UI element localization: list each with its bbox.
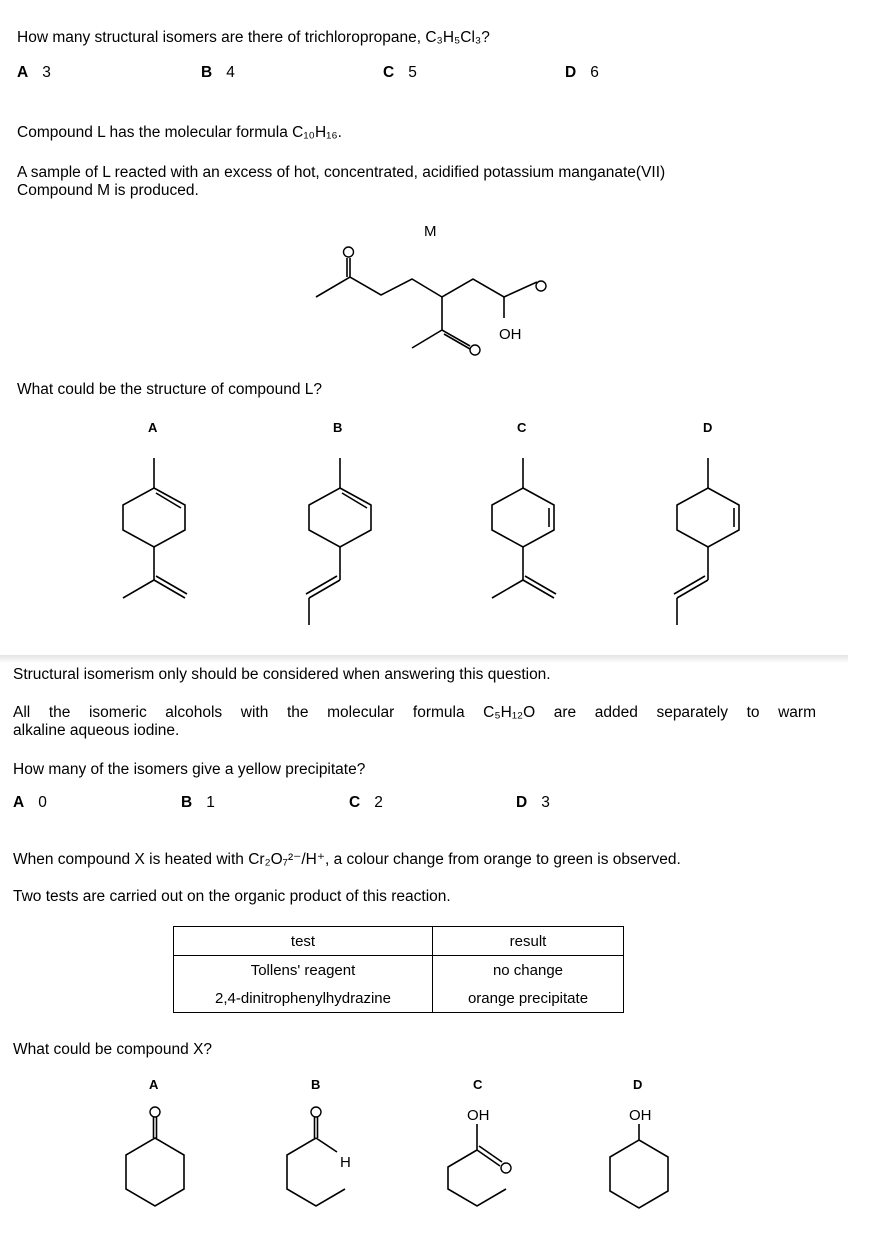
q2-line1: Compound L has the molecular formula C₁₀H₁₆. bbox=[17, 124, 342, 141]
q2-label-b[interactable]: B bbox=[333, 420, 343, 435]
q2-label-a[interactable]: A bbox=[148, 420, 158, 435]
q2-label-c[interactable]: C bbox=[517, 420, 527, 435]
q3-question: How many of the isomers give a yellow precipitate? bbox=[13, 761, 366, 778]
q2-line2: A sample of L reacted with an excess of hot, concentrated, acidified potassium manganate(VII) bbox=[17, 164, 666, 181]
oh-label-c: OH bbox=[467, 1107, 490, 1124]
table-header-result: result bbox=[433, 927, 624, 956]
q1-option-a[interactable]: A 3 bbox=[17, 64, 51, 81]
oh-label: OH bbox=[499, 326, 522, 343]
q3-option-c[interactable]: C 2 bbox=[349, 794, 383, 811]
q3-option-d[interactable]: D 3 bbox=[516, 794, 550, 811]
q4-line2: Two tests are carried out on the organic product of this reaction. bbox=[13, 888, 451, 905]
q4-question: What could be compound X? bbox=[13, 1041, 213, 1058]
q4-label-d[interactable]: D bbox=[633, 1077, 643, 1092]
q1-option-b[interactable]: B 4 bbox=[201, 64, 235, 81]
table-cell: 2,4-dinitrophenylhydrazine bbox=[174, 984, 433, 1013]
q3-line1: All the isomeric alcohols with the molecular formula C₅H₁₂O are added separately to warm bbox=[13, 704, 816, 721]
compound-m-label: M bbox=[424, 223, 437, 240]
q4-label-b[interactable]: B bbox=[311, 1077, 321, 1092]
q2-question: What could be the structure of compound L? bbox=[17, 381, 323, 398]
q4-line1: When compound X is heated with Cr₂O₇²⁻/H⁺, a colour change from orange to green is observed. bbox=[13, 851, 681, 868]
table-cell: no change bbox=[433, 956, 624, 985]
q4-label-c[interactable]: C bbox=[473, 1077, 483, 1092]
oh-label-d: OH bbox=[629, 1107, 652, 1124]
q1-option-c[interactable]: C 5 bbox=[383, 64, 417, 81]
table-cell: Tollens' reagent bbox=[174, 956, 433, 985]
q3-note: Structural isomerism only should be considered when answering this question. bbox=[13, 666, 551, 683]
q1-stem: How many structural isomers are there of trichloropropane, C₃H₅Cl₃? bbox=[17, 29, 490, 46]
table-header-test: test bbox=[174, 927, 433, 956]
q3-option-a[interactable]: A 0 bbox=[13, 794, 47, 811]
q2-label-d[interactable]: D bbox=[703, 420, 713, 435]
q3-line2: alkaline aqueous iodine. bbox=[13, 722, 180, 739]
q3-option-b[interactable]: B 1 bbox=[181, 794, 215, 811]
h-label: H bbox=[340, 1154, 351, 1171]
q2-line3: Compound M is produced. bbox=[17, 182, 199, 199]
table-cell: orange precipitate bbox=[433, 984, 624, 1013]
q1-option-d[interactable]: D 6 bbox=[565, 64, 599, 81]
q4-label-a[interactable]: A bbox=[149, 1077, 159, 1092]
